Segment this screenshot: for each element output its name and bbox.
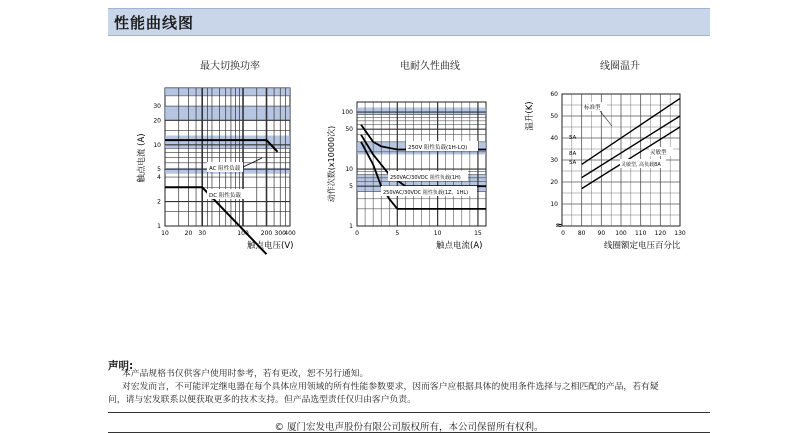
notice-line-3: 问，请与宏发联系以便获取更多的技术支持。但产品选型责任仅归由客户负责。 [108, 395, 416, 405]
chart1-xtick-1: 20 [184, 230, 193, 237]
chart3-xtick-0: 0 [561, 230, 565, 237]
chart2-ytick-1: 5 [349, 183, 353, 191]
notice-line-1: 本产品规格书仅供客户使用时参考，若有更改，恕不另行通知。 [122, 369, 369, 379]
chart2-xlabel: 触点电流(A) [436, 241, 483, 251]
chart3-xlabel: 线圈额定电压百分比 [604, 241, 681, 251]
chart2-ytick-2: 10 [345, 166, 353, 174]
chart3-annot-std: 标准型 [584, 105, 601, 111]
chart1-ytick-3: 5 [157, 166, 161, 174]
chart1-xtick-3: 100 [237, 230, 249, 237]
section-title: 性能曲线图 [114, 14, 195, 32]
chart1-xtick-6: 400 [284, 230, 296, 237]
chart3-xtick-3: 100 [615, 230, 627, 237]
chart1-annot-ac: AC 阻性负载 [209, 166, 241, 172]
chart3-ytick-0: 10 [550, 201, 558, 208]
chart1-ytick-0: 1 [157, 223, 161, 230]
chart3-xtick-1: 80 [577, 230, 586, 237]
chart1-ytick-6: 30 [153, 103, 161, 111]
chart3-xtick-2: 90 [597, 230, 606, 237]
chart1-ytick-1: 2 [157, 198, 161, 206]
footer-rule-top [108, 412, 710, 413]
chart3-annot-high: 灵敏型, 高负载8A [621, 162, 661, 168]
chart3-ylabel: 温升(K) [525, 101, 535, 131]
chart3-xtick-5: 120 [654, 230, 667, 237]
chart2-series-label-0: 250V 阻性负载(1H-LQ) [408, 145, 468, 151]
chart3-ytick-4: 50 [550, 113, 558, 120]
chart3-annot-8a: 8A [569, 151, 577, 157]
notice-label: 声明: [108, 360, 134, 372]
chart2-xtick-0: 0 [355, 230, 359, 237]
chart1-ytick-4: 10 [153, 141, 161, 149]
chart1-band-0 [165, 88, 290, 96]
chart3-ytick-2: 30 [550, 157, 558, 164]
chart3-title: 线圈温升 [600, 61, 640, 72]
chart3-xtick-4: 110 [634, 230, 647, 237]
chart1-xlabel: 触点电压(V) [247, 241, 294, 251]
chart3-annot-5a-top: 5A [569, 135, 577, 141]
chart3-annot-sens: 灵敏型 [650, 150, 667, 156]
chart3-xtick-6: 130 [674, 230, 686, 237]
chart1-xtick-2: 30 [198, 230, 207, 237]
chart3-ytick-5: 60 [550, 91, 558, 98]
chart1-xtick-0: 10 [161, 230, 169, 237]
copyright-text: © 厦门宏发电声股份有限公司版权所有，本公司保留所有权利。 [274, 422, 544, 433]
chart3-axis-break: ≈ [555, 221, 563, 231]
chart2-ytick-4: 100 [341, 109, 353, 117]
chart1-title: 最大切换功率 [200, 61, 260, 72]
chart2-xtick-2: 10 [433, 230, 442, 237]
chart3-annot-5a-bottom: 5A [569, 160, 577, 166]
chart2-ylabel: 动作次数(x10000次) [327, 125, 336, 203]
chart2-ytick-0: 1 [349, 223, 353, 230]
chart3-ytick-3: 40 [550, 135, 558, 142]
chart1-ytick-5: 20 [153, 117, 161, 125]
chart1-xtick-4: 200 [260, 230, 273, 237]
chart1-ytick-2: 4 [157, 174, 161, 182]
chart1-annot-dc: DC 阻性负载 [209, 193, 241, 199]
chart2-xtick-1: 5 [395, 230, 400, 237]
chart1-band-1 [165, 106, 290, 120]
chart3-ytick-1: 20 [550, 179, 558, 186]
chart2-series-label-2: 250VAC/30VDC 阻性负载(1Z、1HL) [383, 190, 469, 196]
notice-line-2: 对宏发而言，不可能评定继电器在每个具体应用领域的所有性能参数要求，因而客户应根据具体的使用条件选择与之相匹配的产品，若有疑 [122, 382, 659, 392]
chart2-title: 电耐久性曲线 [400, 61, 460, 72]
chart1-xtick-5: 300 [274, 230, 286, 237]
chart2-ytick-3: 50 [345, 126, 353, 134]
chart1-ylabel: 触点电流 (A) [137, 133, 147, 183]
chart2-xtick-3: 15 [474, 230, 482, 237]
chart2-series-label-1: 250VAC/30VDC 阻性负载(1H) [390, 175, 461, 181]
